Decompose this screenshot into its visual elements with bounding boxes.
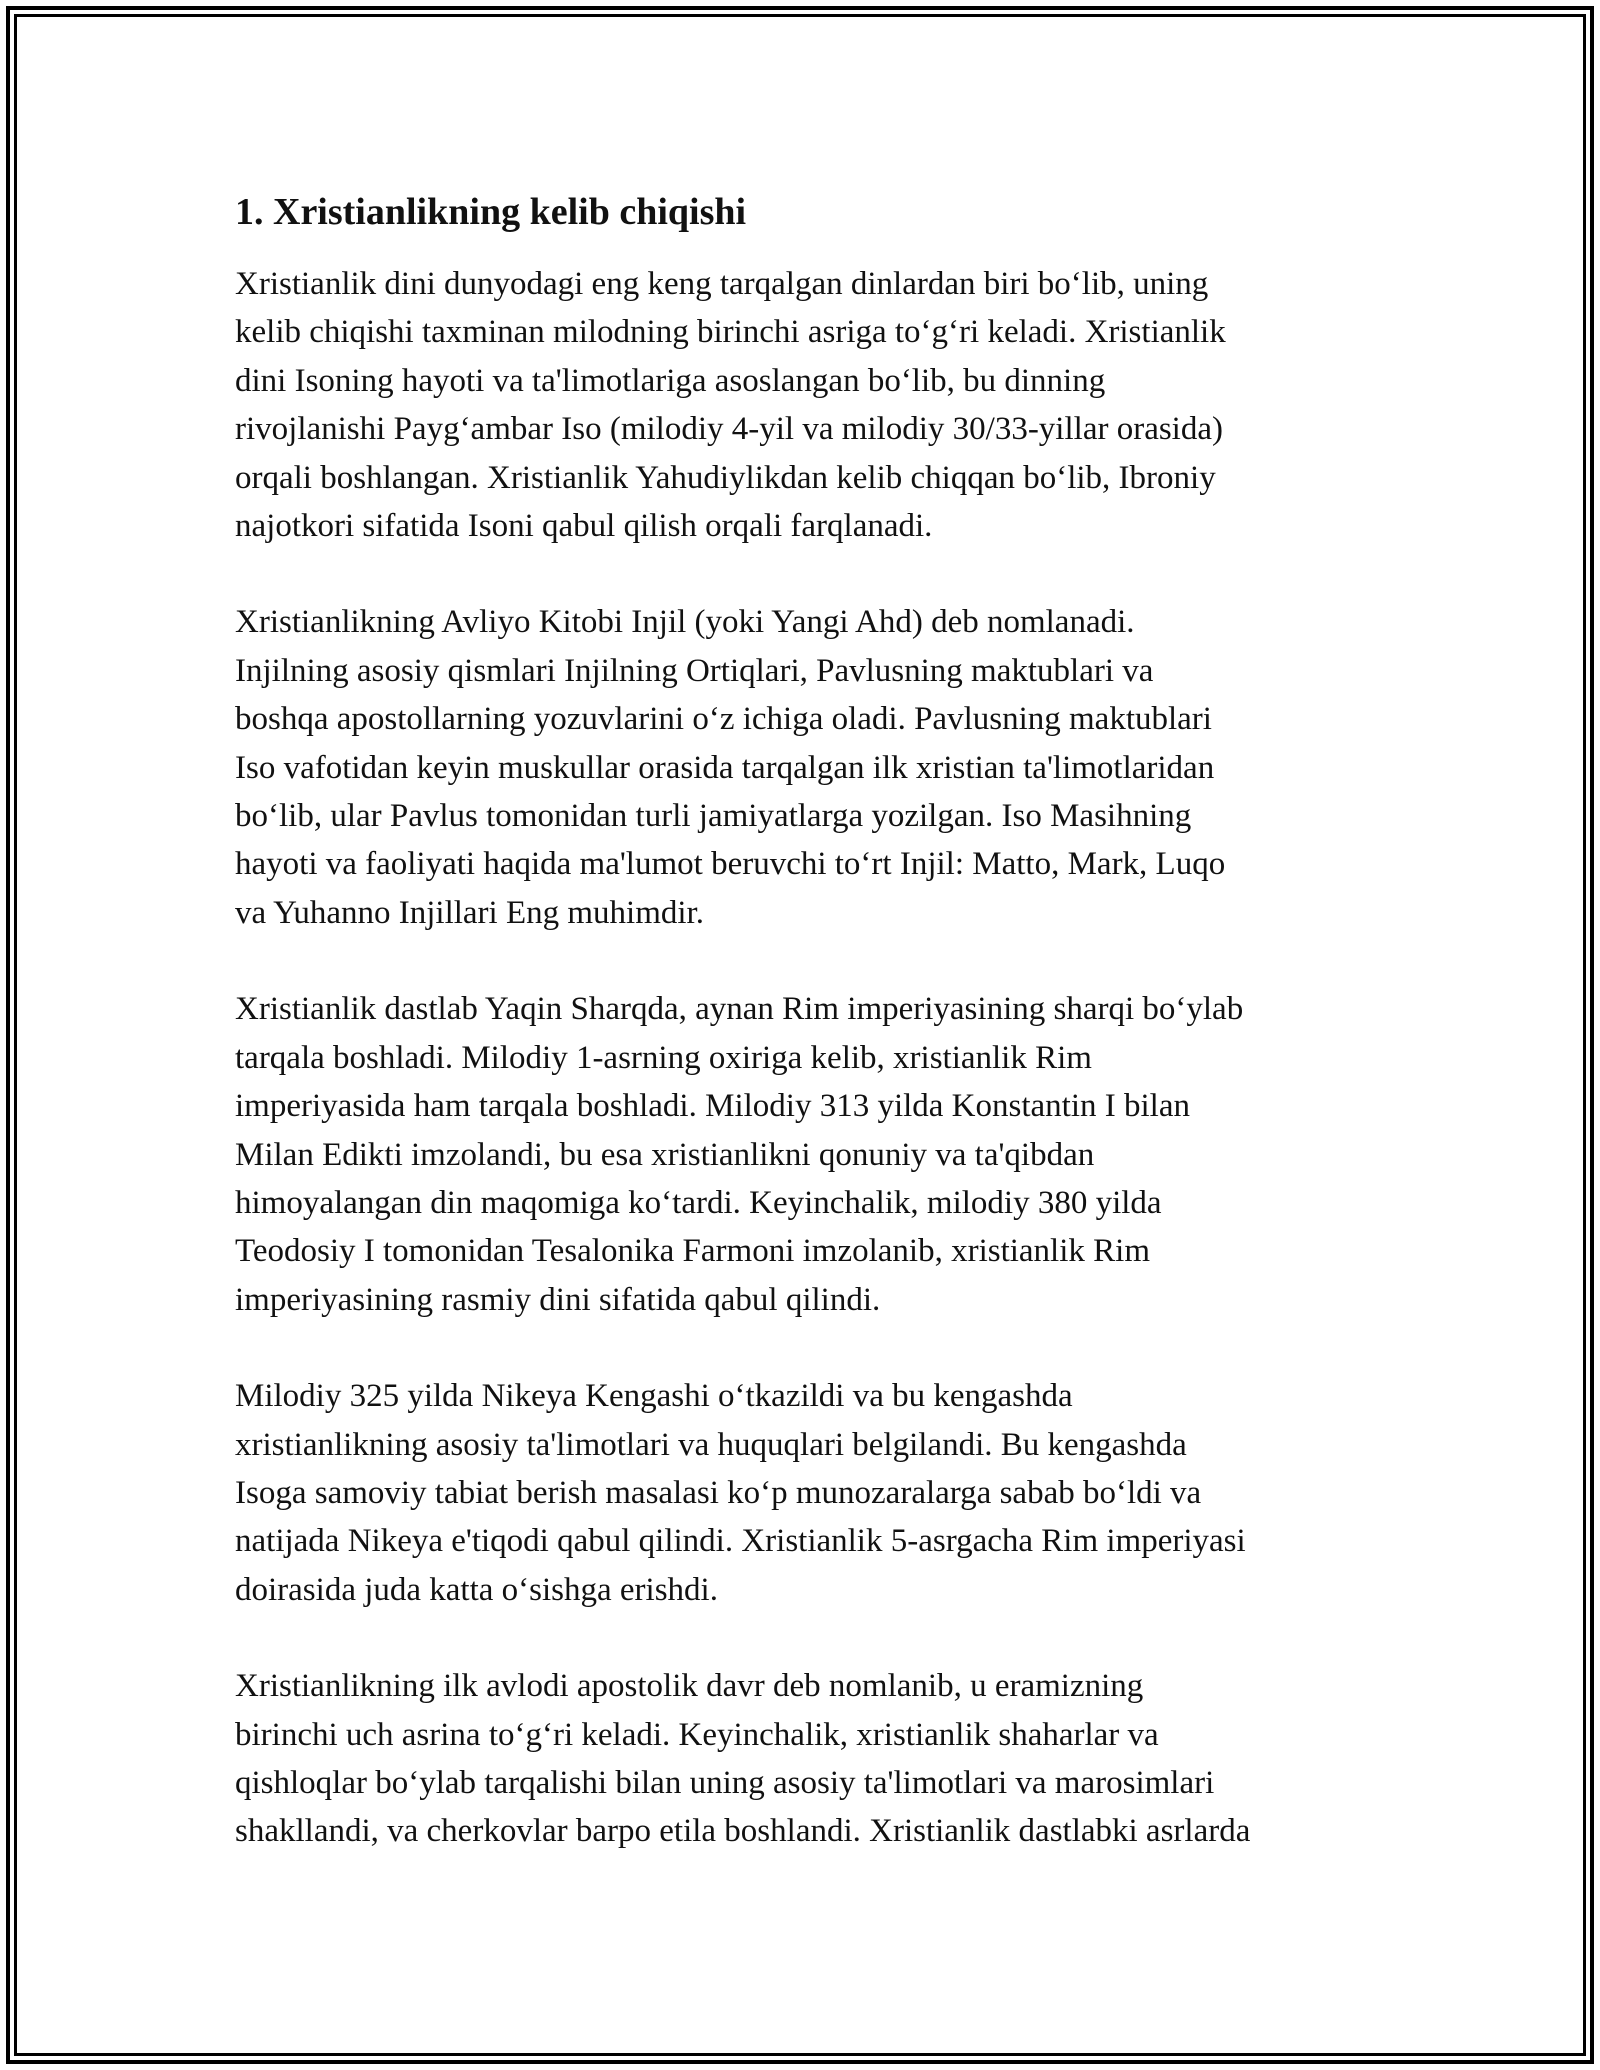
paragraph-line: doirasida juda katta oʻsishga erishdi. <box>235 1571 718 1608</box>
paragraph-line: xristianlikning asosiy ta'limotlari va huquqlari belgilandi. Bu kengashda <box>235 1426 1187 1463</box>
paragraph-line: birinchi uch asrina toʻgʻri keladi. Keyinchalik, xristianlik shaharlar va <box>235 1716 1159 1753</box>
paragraph-line: natijada Nikeya e'tiqodi qabul qilindi. Xristianlik 5-asrgacha Rim imperiyasi <box>235 1523 1246 1560</box>
paragraph-line: rivojlanishi Paygʻambar Iso (milodiy 4-yil va milodiy 30/33-yillar orasida) <box>235 411 1223 448</box>
paragraph-line: tarqala boshladi. Milodiy 1-asrning oxiriga kelib, xristianlik Rim <box>235 1039 1092 1076</box>
paragraph-line: himoyalangan din maqomiga koʻtardi. Keyinchalik, milodiy 380 yilda <box>235 1184 1162 1221</box>
paragraph-line: Injilning asosiy qismlari Injilning Ortiqlari, Pavlusning maktublari va <box>235 652 1154 689</box>
paragraph-line: imperiyasida ham tarqala boshladi. Milodiy 313 yilda Konstantin I bilan <box>235 1088 1190 1125</box>
paragraph-line: kelib chiqishi taxminan milodning birinchi asriga toʻgʻri keladi. Xristianlik <box>235 314 1226 351</box>
body-paragraph <box>235 1372 1370 1614</box>
paragraph-line: Iso vafotidan keyin muskullar orasida tarqalgan ilk xristian ta'limotlaridan <box>235 749 1215 786</box>
paragraph-line: najotkori sifatida Isoni qabul qilish orqali farqlanadi. <box>235 508 933 545</box>
paragraph-line: Milodiy 325 yilda Nikeya Kengashi oʻtkazildi va bu kengashda <box>235 1378 1073 1415</box>
paragraph-line: Milan Edikti imzolandi, bu esa xristianlikni qonuniy va ta'qibdan <box>235 1136 1095 1173</box>
paragraph-line: orqali boshlangan. Xristianlik Yahudiylikdan kelib chiqqan boʻlib, Ibroniy <box>235 459 1216 496</box>
body-paragraph <box>235 1662 1370 1856</box>
paragraph-line: imperiyasining rasmiy dini sifatida qabul qilindi. <box>235 1281 881 1318</box>
body-paragraph <box>235 260 1370 550</box>
paragraph-line: dini Isoning hayoti va ta'limotlariga asoslangan boʻlib, bu dinning <box>235 362 1106 399</box>
paragraph-line: Teodosiy I tomonidan Tesalonika Farmoni imzolanib, xristianlik Rim <box>235 1233 1150 1270</box>
paragraph-line: Xristianlik dini dunyodagi eng keng tarqalgan dinlardan biri boʻlib, uning <box>235 266 1209 302</box>
paragraph-line: Xristianlik dastlab Yaqin Sharqda, aynan Rim imperiyasining sharqi boʻylab <box>235 991 1244 1028</box>
document-body <box>235 188 1370 1904</box>
paragraph-line: Xristianlikning Avliyo Kitobi Injil (yoki Yangi Ahd) deb nomlanadi. <box>235 604 1135 641</box>
paragraph-line: shakllandi, va cherkovlar barpo etila boshlandi. Xristianlik dastlabki asrlarda <box>235 1813 1251 1850</box>
paragraph-line: va Yuhanno Injillari Eng muhimdir. <box>235 894 704 931</box>
body-paragraph <box>235 985 1370 1324</box>
paragraph-line: Xristianlikning ilk avlodi apostolik davr deb nomlanib, u eramizning <box>235 1668 1144 1705</box>
paragraph-list <box>235 260 1370 1856</box>
paragraph-line: boʻlib, ular Pavlus tomonidan turli jamiyatlarga yozilgan. Iso Masihning <box>235 798 1192 835</box>
section-heading: 1. Xristianlikning kelib chiqishi <box>235 191 747 233</box>
paragraph-line: boshqa apostollarning yozuvlarini oʻz ichiga oladi. Pavlusning maktublari <box>235 701 1212 738</box>
paragraph-line: Isoga samoviy tabiat berish masalasi koʻp munozaralarga sabab boʻldi va <box>235 1474 1202 1511</box>
body-paragraph <box>235 598 1370 937</box>
paragraph-line: hayoti va faoliyati haqida ma'lumot beruvchi toʻrt Injil: Matto, Mark, Luqo <box>235 846 1226 883</box>
paragraph-line: qishloqlar boʻylab tarqalishi bilan uning asosiy ta'limotlari va marosimlari <box>235 1764 1215 1801</box>
